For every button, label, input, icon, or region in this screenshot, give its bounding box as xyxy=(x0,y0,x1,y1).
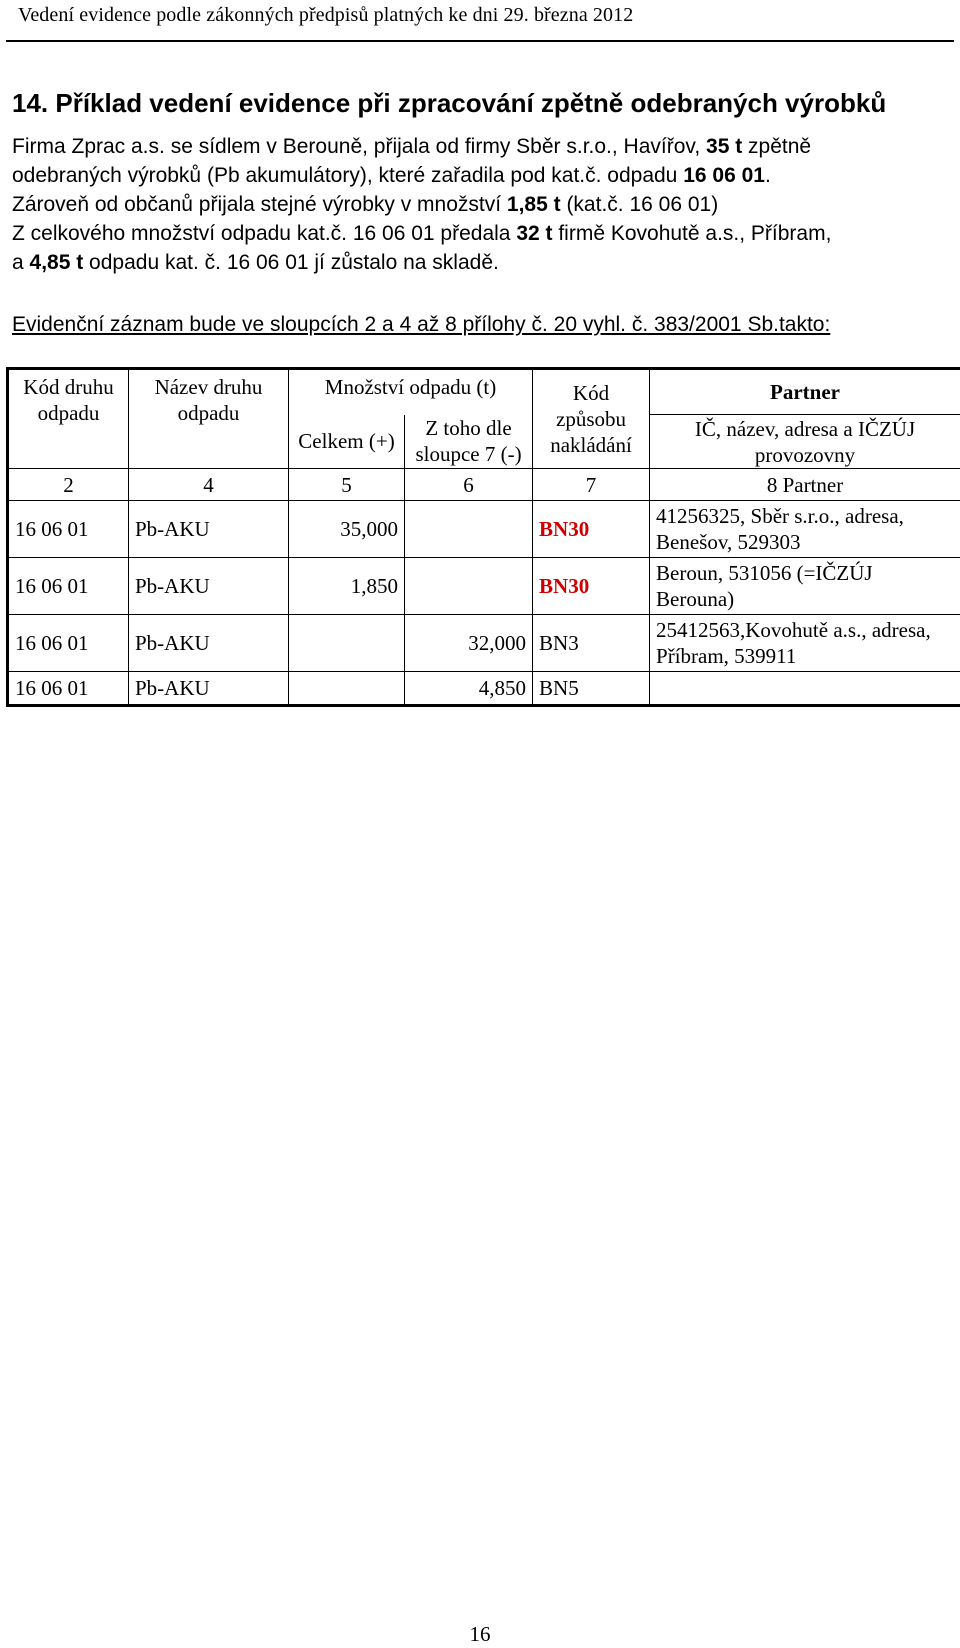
cell-kod: 16 06 01 xyxy=(8,615,129,672)
evidence-note: Evidenční záznam bude ve sloupcích 2 a 4 až 8 přílohy č. 20 vyhl. č. 383/2001 Sb.takto: xyxy=(12,313,831,336)
cell-ztoho: 4,850 xyxy=(405,672,533,706)
header-nazev: Název druhu odpadu xyxy=(129,369,289,469)
table-row xyxy=(8,501,960,558)
colnum-4: 4 xyxy=(129,469,289,501)
cell-kod: 16 06 01 xyxy=(8,501,129,558)
colnum-6: 6 xyxy=(405,469,533,501)
header-celkem: Celkem (+) xyxy=(289,415,405,469)
cell-ztoho xyxy=(405,501,533,558)
cell-zpusob: BN30 xyxy=(533,558,650,615)
cell-kod: 16 06 01 xyxy=(8,558,129,615)
colnum-5: 5 xyxy=(289,469,405,501)
cell-celkem: 35,000 xyxy=(289,501,405,558)
header-mnozstvi: Množství odpadu (t) xyxy=(289,369,533,415)
header-kod-druhu: Kód druhu odpadu xyxy=(8,369,129,469)
table-row xyxy=(8,615,960,672)
para-line-5: a 4,85 t odpadu kat. č. 16 06 01 jí zůstalo na skladě. xyxy=(12,251,499,274)
colnum-8: 8 Partner xyxy=(650,469,960,501)
cell-zpusob: BN30 xyxy=(533,501,650,558)
cell-ztoho xyxy=(405,558,533,615)
page-number: 16 xyxy=(469,1622,491,1646)
cell-nazev: Pb-AKU xyxy=(129,615,289,672)
table-row xyxy=(8,672,960,706)
header-ic: IČ, název, adresa a IČZÚJ provozovny xyxy=(650,415,960,469)
evidence-table xyxy=(6,367,960,707)
cell-zpusob: BN3 xyxy=(533,615,650,672)
header-ztoho: Z toho dle sloupce 7 (-) xyxy=(405,415,533,469)
section-title: 14. Příklad vedení evidence při zpracování zpětně odebraných výrobků xyxy=(12,88,887,118)
para-line-2: odebraných výrobků (Pb akumulátory), které zařadila pod kat.č. odpadu 16 06 01. xyxy=(12,164,771,187)
cell-partner xyxy=(650,672,960,706)
para-line-4: Z celkového množství odpadu kat.č. 16 06 01 předala 32 t firmě Kovohutě a.s., Příbram, xyxy=(12,222,832,245)
cell-nazev: Pb-AKU xyxy=(129,501,289,558)
cell-celkem xyxy=(289,615,405,672)
para-line-1: Firma Zprac a.s. se sídlem v Berouně, přijala od firmy Sběr s.r.o., Havířov, 35 t zpětně xyxy=(12,135,812,158)
para-line-3: Zároveň od občanů přijala stejné výrobky v množství 1,85 t (kat.č. 16 06 01) xyxy=(12,193,719,216)
table-row xyxy=(8,558,960,615)
header-kod-zpusobu: Kód způsobu nakládání xyxy=(533,369,650,469)
cell-zpusob: BN5 xyxy=(533,672,650,706)
cell-ztoho: 32,000 xyxy=(405,615,533,672)
colnum-7: 7 xyxy=(533,469,650,501)
cell-partner: 41256325, Sběr s.r.o., adresa, Benešov, 529303 xyxy=(650,501,960,558)
cell-nazev: Pb-AKU xyxy=(129,672,289,706)
page-header xyxy=(6,0,954,42)
cell-partner: Beroun, 531056 (=IČZÚJ Berouna) xyxy=(650,558,960,615)
cell-celkem xyxy=(289,672,405,706)
colnum-2: 2 xyxy=(8,469,129,501)
cell-celkem: 1,850 xyxy=(289,558,405,615)
cell-partner: 25412563,Kovohutě a.s., adresa, Příbram, 539911 xyxy=(650,615,960,672)
cell-nazev: Pb-AKU xyxy=(129,558,289,615)
cell-kod: 16 06 01 xyxy=(8,672,129,706)
header-text: Vedení evidence podle zákonných předpisů platných ke dni 29. března 2012 xyxy=(18,4,634,26)
header-partner: Partner xyxy=(650,369,960,415)
description-paragraph xyxy=(12,132,831,277)
